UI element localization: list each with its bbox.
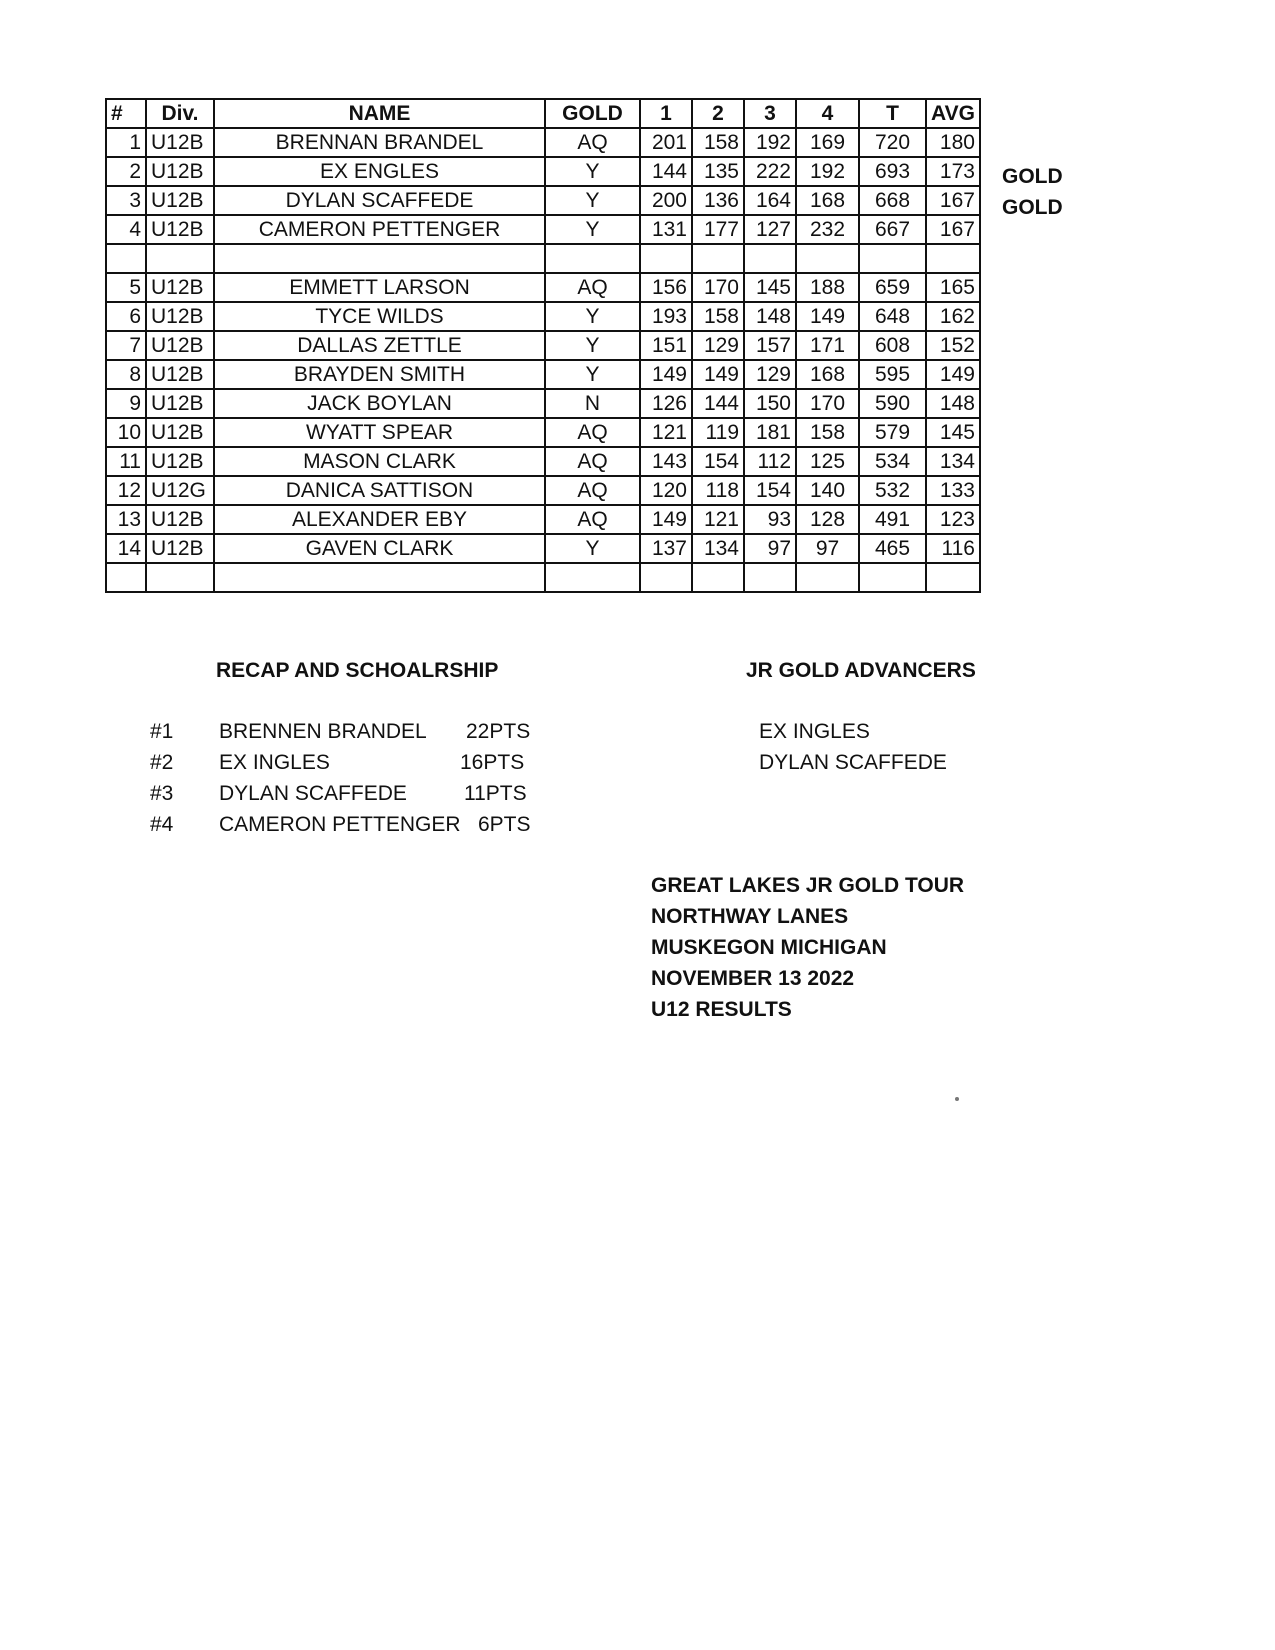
cell-average: 162 bbox=[926, 302, 980, 331]
cell-game-2 bbox=[692, 244, 744, 273]
cell-game-2: 135 bbox=[692, 157, 744, 186]
cell-rank: 7 bbox=[106, 331, 146, 360]
cell-game-1: 126 bbox=[640, 389, 692, 418]
cell-game-4: 188 bbox=[796, 273, 859, 302]
table-body bbox=[106, 128, 980, 592]
cell-total: 668 bbox=[859, 186, 926, 215]
cell-total: 532 bbox=[859, 476, 926, 505]
recap-points: 22PTS bbox=[466, 720, 531, 743]
cell-game-2: 154 bbox=[692, 447, 744, 476]
header-game-1: 1 bbox=[640, 99, 692, 128]
cell-total bbox=[859, 244, 926, 273]
recap-heading: RECAP AND SCHOALRSHIP bbox=[216, 659, 499, 682]
cell-gold: Y bbox=[545, 302, 640, 331]
cell-total: 579 bbox=[859, 418, 926, 447]
cell-rank: 9 bbox=[106, 389, 146, 418]
cell-average: 133 bbox=[926, 476, 980, 505]
cell-average: 173 bbox=[926, 157, 980, 186]
cell-game-3: 222 bbox=[744, 157, 796, 186]
cell-game-2 bbox=[692, 563, 744, 592]
header-rank: # bbox=[106, 99, 146, 128]
cell-game-1: 156 bbox=[640, 273, 692, 302]
cell-total: 608 bbox=[859, 331, 926, 360]
blank-row bbox=[106, 563, 980, 592]
advancer-name: DYLAN SCAFFEDE bbox=[759, 751, 947, 774]
header-name: NAME bbox=[214, 99, 545, 128]
recap-rank: #3 bbox=[150, 782, 174, 805]
cell-gold: AQ bbox=[545, 128, 640, 157]
cell-game-4: 97 bbox=[796, 534, 859, 563]
event-info-line: NOVEMBER 13 2022 bbox=[651, 967, 855, 990]
cell-average: 152 bbox=[926, 331, 980, 360]
cell-total: 465 bbox=[859, 534, 926, 563]
cell-rank: 1 bbox=[106, 128, 146, 157]
cell-game-3: 154 bbox=[744, 476, 796, 505]
cell-gold bbox=[545, 563, 640, 592]
cell-average: 145 bbox=[926, 418, 980, 447]
cell-total: 659 bbox=[859, 273, 926, 302]
scan-speck bbox=[955, 1097, 959, 1101]
cell-name: MASON CLARK bbox=[214, 447, 545, 476]
recap-name: CAMERON PETTENGER bbox=[219, 813, 461, 836]
cell-rank: 5 bbox=[106, 273, 146, 302]
table-row bbox=[106, 360, 980, 389]
cell-total: 590 bbox=[859, 389, 926, 418]
cell-total: 534 bbox=[859, 447, 926, 476]
cell-division: U12B bbox=[146, 157, 214, 186]
cell-name: TYCE WILDS bbox=[214, 302, 545, 331]
cell-gold: Y bbox=[545, 360, 640, 389]
cell-game-4: 169 bbox=[796, 128, 859, 157]
cell-name bbox=[214, 563, 545, 592]
results-table bbox=[105, 98, 981, 593]
cell-rank: 10 bbox=[106, 418, 146, 447]
cell-division: U12B bbox=[146, 273, 214, 302]
cell-total: 693 bbox=[859, 157, 926, 186]
table-row bbox=[106, 157, 980, 186]
cell-division: U12B bbox=[146, 360, 214, 389]
cell-game-3: 192 bbox=[744, 128, 796, 157]
recap-rank: #4 bbox=[150, 813, 174, 836]
cell-name: JACK BOYLAN bbox=[214, 389, 545, 418]
event-info-line: U12 RESULTS bbox=[651, 998, 792, 1021]
cell-gold: Y bbox=[545, 157, 640, 186]
cell-game-4 bbox=[796, 244, 859, 273]
header-game-4: 4 bbox=[796, 99, 859, 128]
cell-game-1 bbox=[640, 244, 692, 273]
recap-name: BRENNEN BRANDEL bbox=[219, 720, 427, 743]
recap-points: 16PTS bbox=[460, 751, 525, 774]
cell-rank: 11 bbox=[106, 447, 146, 476]
recap-rank: #2 bbox=[150, 751, 174, 774]
cell-game-3: 93 bbox=[744, 505, 796, 534]
cell-game-2: 134 bbox=[692, 534, 744, 563]
cell-rank: 12 bbox=[106, 476, 146, 505]
cell-division: U12B bbox=[146, 128, 214, 157]
cell-game-2: 170 bbox=[692, 273, 744, 302]
cell-average: 116 bbox=[926, 534, 980, 563]
cell-average: 180 bbox=[926, 128, 980, 157]
cell-game-2: 119 bbox=[692, 418, 744, 447]
cell-total: 667 bbox=[859, 215, 926, 244]
cell-game-2: 177 bbox=[692, 215, 744, 244]
cell-game-4: 170 bbox=[796, 389, 859, 418]
cell-game-4: 192 bbox=[796, 157, 859, 186]
cell-game-3: 181 bbox=[744, 418, 796, 447]
cell-name: BRENNAN BRANDEL bbox=[214, 128, 545, 157]
gold-advancer-note: GOLD bbox=[1002, 196, 1063, 220]
cell-name: ALEXANDER EBY bbox=[214, 505, 545, 534]
cell-game-3: 112 bbox=[744, 447, 796, 476]
event-info-line: NORTHWAY LANES bbox=[651, 905, 849, 928]
cell-average: 167 bbox=[926, 215, 980, 244]
cell-rank: 2 bbox=[106, 157, 146, 186]
table-row bbox=[106, 476, 980, 505]
blank-row bbox=[106, 244, 980, 273]
cell-gold: Y bbox=[545, 186, 640, 215]
cell-game-4: 168 bbox=[796, 186, 859, 215]
cell-game-4: 158 bbox=[796, 418, 859, 447]
table-row bbox=[106, 331, 980, 360]
cell-division: U12B bbox=[146, 302, 214, 331]
cell-game-2: 121 bbox=[692, 505, 744, 534]
cell-name: GAVEN CLARK bbox=[214, 534, 545, 563]
cell-rank: 8 bbox=[106, 360, 146, 389]
cell-game-4 bbox=[796, 563, 859, 592]
cell-name: EMMETT LARSON bbox=[214, 273, 545, 302]
cell-game-3: 145 bbox=[744, 273, 796, 302]
cell-name: CAMERON PETTENGER bbox=[214, 215, 545, 244]
cell-game-4: 149 bbox=[796, 302, 859, 331]
table-row bbox=[106, 418, 980, 447]
header-total: T bbox=[859, 99, 926, 128]
cell-game-4: 171 bbox=[796, 331, 859, 360]
cell-game-1: 144 bbox=[640, 157, 692, 186]
cell-game-1: 193 bbox=[640, 302, 692, 331]
cell-gold: AQ bbox=[545, 447, 640, 476]
cell-game-3: 129 bbox=[744, 360, 796, 389]
cell-gold: Y bbox=[545, 534, 640, 563]
table-row bbox=[106, 505, 980, 534]
table-row bbox=[106, 186, 980, 215]
header-game-3: 3 bbox=[744, 99, 796, 128]
cell-game-1: 120 bbox=[640, 476, 692, 505]
cell-game-4: 140 bbox=[796, 476, 859, 505]
cell-name: DYLAN SCAFFEDE bbox=[214, 186, 545, 215]
table-row bbox=[106, 447, 980, 476]
advancer-name: EX INGLES bbox=[759, 720, 870, 743]
cell-name: DANICA SATTISON bbox=[214, 476, 545, 505]
cell-game-4: 128 bbox=[796, 505, 859, 534]
cell-rank: 3 bbox=[106, 186, 146, 215]
cell-game-3 bbox=[744, 244, 796, 273]
cell-game-3: 97 bbox=[744, 534, 796, 563]
header-division: Div. bbox=[146, 99, 214, 128]
cell-game-2: 158 bbox=[692, 128, 744, 157]
cell-division: U12B bbox=[146, 186, 214, 215]
recap-points: 11PTS bbox=[464, 782, 527, 805]
cell-average bbox=[926, 563, 980, 592]
cell-average: 134 bbox=[926, 447, 980, 476]
cell-division bbox=[146, 244, 214, 273]
cell-gold: AQ bbox=[545, 476, 640, 505]
cell-name: WYATT SPEAR bbox=[214, 418, 545, 447]
event-info-line: GREAT LAKES JR GOLD TOUR bbox=[651, 874, 965, 897]
recap-name: DYLAN SCAFFEDE bbox=[219, 782, 407, 805]
cell-game-2: 136 bbox=[692, 186, 744, 215]
cell-game-2: 158 bbox=[692, 302, 744, 331]
cell-name: DALLAS ZETTLE bbox=[214, 331, 545, 360]
cell-game-4: 125 bbox=[796, 447, 859, 476]
cell-division: U12B bbox=[146, 389, 214, 418]
cell-gold: AQ bbox=[545, 418, 640, 447]
header-gold: GOLD bbox=[545, 99, 640, 128]
table-row bbox=[106, 302, 980, 331]
cell-total: 595 bbox=[859, 360, 926, 389]
cell-average: 123 bbox=[926, 505, 980, 534]
cell-game-3: 127 bbox=[744, 215, 796, 244]
cell-game-2: 129 bbox=[692, 331, 744, 360]
header-game-2: 2 bbox=[692, 99, 744, 128]
cell-average: 167 bbox=[926, 186, 980, 215]
gold-advancer-note: GOLD bbox=[1002, 165, 1063, 189]
cell-gold: AQ bbox=[545, 505, 640, 534]
cell-division bbox=[146, 563, 214, 592]
cell-game-3: 150 bbox=[744, 389, 796, 418]
cell-average: 165 bbox=[926, 273, 980, 302]
cell-game-1 bbox=[640, 563, 692, 592]
cell-division: U12B bbox=[146, 447, 214, 476]
cell-gold: Y bbox=[545, 215, 640, 244]
cell-gold: N bbox=[545, 389, 640, 418]
cell-game-2: 149 bbox=[692, 360, 744, 389]
cell-name: BRAYDEN SMITH bbox=[214, 360, 545, 389]
cell-average: 149 bbox=[926, 360, 980, 389]
cell-gold: AQ bbox=[545, 273, 640, 302]
table-row bbox=[106, 128, 980, 157]
cell-game-2: 144 bbox=[692, 389, 744, 418]
table-header-row bbox=[106, 99, 980, 128]
cell-game-1: 131 bbox=[640, 215, 692, 244]
cell-rank: 14 bbox=[106, 534, 146, 563]
cell-game-1: 201 bbox=[640, 128, 692, 157]
cell-total: 720 bbox=[859, 128, 926, 157]
cell-game-2: 118 bbox=[692, 476, 744, 505]
cell-rank bbox=[106, 244, 146, 273]
cell-name: EX ENGLES bbox=[214, 157, 545, 186]
cell-rank: 4 bbox=[106, 215, 146, 244]
cell-game-1: 137 bbox=[640, 534, 692, 563]
table-row bbox=[106, 389, 980, 418]
cell-gold bbox=[545, 244, 640, 273]
cell-game-1: 151 bbox=[640, 331, 692, 360]
cell-total: 491 bbox=[859, 505, 926, 534]
cell-division: U12B bbox=[146, 534, 214, 563]
cell-game-1: 149 bbox=[640, 360, 692, 389]
cell-game-4: 232 bbox=[796, 215, 859, 244]
cell-average bbox=[926, 244, 980, 273]
cell-game-1: 121 bbox=[640, 418, 692, 447]
cell-game-3: 148 bbox=[744, 302, 796, 331]
cell-game-1: 143 bbox=[640, 447, 692, 476]
table-row bbox=[106, 215, 980, 244]
cell-rank: 13 bbox=[106, 505, 146, 534]
cell-total bbox=[859, 563, 926, 592]
cell-game-3 bbox=[744, 563, 796, 592]
cell-average: 148 bbox=[926, 389, 980, 418]
event-info-line: MUSKEGON MICHIGAN bbox=[651, 936, 887, 959]
cell-rank bbox=[106, 563, 146, 592]
cell-division: U12B bbox=[146, 505, 214, 534]
cell-division: U12B bbox=[146, 331, 214, 360]
cell-game-3: 157 bbox=[744, 331, 796, 360]
cell-game-3: 164 bbox=[744, 186, 796, 215]
table-row bbox=[106, 273, 980, 302]
cell-game-1: 149 bbox=[640, 505, 692, 534]
cell-division: U12G bbox=[146, 476, 214, 505]
recap-rank: #1 bbox=[150, 720, 174, 743]
cell-rank: 6 bbox=[106, 302, 146, 331]
recap-name: EX INGLES bbox=[219, 751, 330, 774]
header-average: AVG bbox=[926, 99, 980, 128]
recap-points: 6PTS bbox=[478, 813, 531, 836]
table-row bbox=[106, 534, 980, 563]
cell-gold: Y bbox=[545, 331, 640, 360]
cell-total: 648 bbox=[859, 302, 926, 331]
cell-game-1: 200 bbox=[640, 186, 692, 215]
advancers-heading: JR GOLD ADVANCERS bbox=[746, 659, 976, 682]
cell-game-4: 168 bbox=[796, 360, 859, 389]
cell-division: U12B bbox=[146, 418, 214, 447]
cell-division: U12B bbox=[146, 215, 214, 244]
cell-name bbox=[214, 244, 545, 273]
